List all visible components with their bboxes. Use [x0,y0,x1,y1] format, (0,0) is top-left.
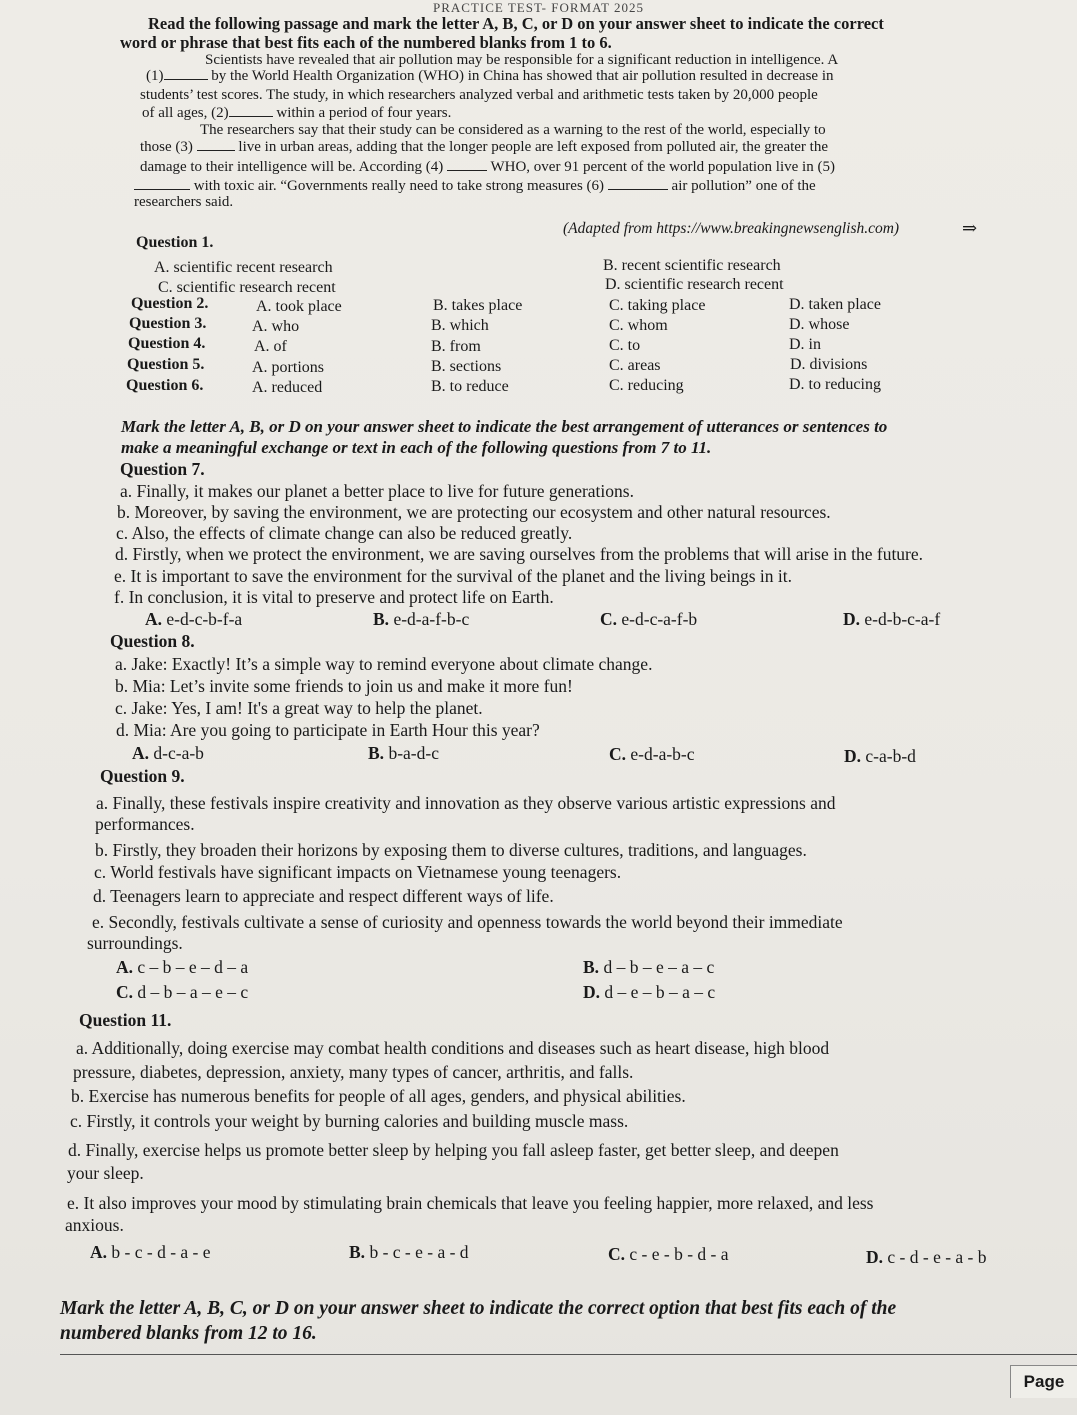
q11-option-d[interactable]: D. c - d - e - a - b [866,1247,987,1267]
q6-option-b[interactable]: B. to reduce [431,378,509,395]
q1-option-b[interactable]: B. recent scientific research [603,257,781,274]
q7-item: d. Firstly, when we protect the environment, we are saving ourselves from the problems that will arise in the future. [115,544,924,564]
q5-option-a[interactable]: A. portions [252,359,324,376]
passage-line: The researchers say that their study can be considered as a warning to the rest of the world, especially to [200,122,826,138]
q1-option-a[interactable]: A. scientific recent research [154,259,333,276]
question-2-label: Question 2. [131,295,209,312]
q11-item: c. Firstly, it controls your weight by burning calories and building muscle mass. [70,1111,629,1131]
q4-option-c[interactable]: C. to [609,337,641,354]
q3-option-b[interactable]: B. which [431,317,489,334]
passage-line: Scientists have revealed that air pollution may be responsible for a significant reduction in intelligence. A [205,52,839,68]
q11-option-b[interactable]: B. b - c - e - a - d [349,1242,469,1262]
passage-line: with toxic air. “Governments really need to take strong measures (6) air pollution” one of the [134,177,816,195]
question-8-label: Question 8. [110,631,195,651]
q2-option-a[interactable]: A. took place [256,298,342,315]
q9-item: d. Teenagers learn to appreciate and respect different ways of life. [93,886,554,906]
passage-source: (Adapted from https://www.breakingnewsenglish.com) [563,220,900,237]
q2-option-d[interactable]: D. taken place [789,296,881,313]
q9-item: surroundings. [87,933,183,953]
q3-option-d[interactable]: D. whose [789,316,850,333]
q8-option-d[interactable]: D. c-a-b-d [844,746,916,766]
q2-option-c[interactable]: C. taking place [609,297,706,314]
q9-option-b[interactable]: B. d – b – e – a – c [583,957,715,977]
q5-option-c[interactable]: C. areas [609,357,661,374]
q9-item: c. World festivals have significant impacts on Vietnamese young teenagers. [94,862,622,882]
q2-option-b[interactable]: B. takes place [433,297,523,314]
q3-option-a[interactable]: A. who [252,318,300,335]
q11-item: your sleep. [67,1163,144,1183]
q11-item: anxious. [65,1215,124,1235]
section3-instruction-line1: Mark the letter A, B, C, or D on your answer sheet to indicate the correct option that best fits each of the [60,1298,897,1319]
q8-option-a[interactable]: A. d-c-a-b [132,743,204,763]
q8-item: d. Mia: Are you going to participate in Earth Hour this year? [116,720,540,740]
page-header: PRACTICE TEST- FORMAT 2025 [432,0,645,15]
q1-option-d[interactable]: D. scientific research recent [605,276,784,293]
question-6-label: Question 6. [126,377,204,394]
section3-instruction-line2: numbered blanks from 12 to 16. [60,1323,317,1344]
q9-item: a. Finally, these festivals inspire creativity and innovation as they observe various artistic expressions and [96,793,836,813]
section1-instruction-line2: word or phrase that best fits each of the numbered blanks from 1 to 6. [120,33,612,52]
q9-item: e. Secondly, festivals cultivate a sense of curiosity and openness towards the world beyond their immediate [92,912,843,932]
q6-option-d[interactable]: D. to reducing [789,376,881,393]
q4-option-d[interactable]: D. in [789,336,821,353]
section2-instruction-line1: Mark the letter A, B, or D on your answer sheet to indicate the best arrangement of utterances or sentences to [121,417,888,436]
q11-item: b. Exercise has numerous benefits for people of all ages, genders, and physical abilities. [71,1086,686,1106]
section1-instruction-line1: Read the following passage and mark the letter A, B, C, or D on your answer sheet to indicate the correct [148,14,884,33]
q1-option-c[interactable]: C. scientific research recent [158,279,336,296]
arrow-icon: ⇒ [962,218,978,238]
q11-item: pressure, diabetes, depression, anxiety, many types of cancer, arthritis, and falls. [73,1062,634,1082]
q7-item: f. In conclusion, it is vital to preserve and protect life on Earth. [114,587,554,607]
passage-line: (1) by the World Health Organization (WHO) in China has showed that air pollution resulted in decrease in [146,68,834,84]
passage-line: damage to their intelligence will be. According (4) WHO, over 91 percent of the world population live in (5) [140,159,835,175]
q8-option-b[interactable]: B. b-a-d-c [368,743,439,763]
passage-line: those (3) live in urban areas, adding that the longer people are left exposed from polluted air, the greater the [140,139,828,155]
question-5-label: Question 5. [127,356,205,373]
q6-option-c[interactable]: C. reducing [609,377,684,394]
q7-option-a[interactable]: A. e-d-c-b-f-a [145,609,243,629]
question-9-label: Question 9. [100,766,185,786]
q9-option-a[interactable]: A. c – b – e – d – a [116,957,249,977]
q7-option-d[interactable]: D. e-d-b-c-a-f [843,609,941,629]
q7-item: e. It is important to save the environment for the survival of the planet and the living beings in it. [114,566,792,586]
passage-line: researchers said. [134,194,234,210]
passage-line: of all ages, (2) within a period of four years. [142,105,452,121]
q4-option-b[interactable]: B. from [431,338,481,355]
q11-option-c[interactable]: C. c - e - b - d - a [608,1244,729,1264]
q11-item: d. Finally, exercise helps us promote better sleep by helping you fall asleep faster, get better sleep, and deepen [68,1140,839,1160]
q5-option-b[interactable]: B. sections [431,358,502,375]
question-3-label: Question 3. [129,315,207,332]
q6-option-a[interactable]: A. reduced [252,379,323,396]
q5-option-d[interactable]: D. divisions [790,356,868,373]
question-7-label: Question 7. [120,459,205,479]
page-divider [60,1354,1077,1355]
question-4-label: Question 4. [128,335,206,352]
q9-option-d[interactable]: D. d – e – b – a – c [583,982,716,1002]
q9-option-c[interactable]: C. d – b – a – e – c [116,982,249,1002]
passage-line: students’ test scores. The study, in which researchers analyzed verbal and arithmetic tests taken by 20,000 people [140,87,818,103]
q11-option-a[interactable]: A. b - c - d - a - e [90,1242,211,1262]
question-1-label: Question 1. [136,234,214,251]
q7-item: b. Moreover, by saving the environment, we are protecting our ecosystem and other natural resources. [117,502,831,522]
q7-item: c. Also, the effects of climate change can also be reduced greatly. [116,523,573,543]
q4-option-a[interactable]: A. of [254,338,287,355]
q11-item: e. It also improves your mood by stimulating brain chemicals that leave you feeling happier, more relaxed, and less [67,1193,874,1213]
q8-item: b. Mia: Let’s invite some friends to join us and make it more fun! [115,676,573,696]
q8-option-c[interactable]: C. e-d-a-b-c [609,744,695,764]
page-number-box: Page [1010,1365,1077,1398]
q9-item: performances. [95,814,195,834]
question-11-label: Question 11. [79,1010,172,1030]
q8-item: c. Jake: Yes, I am! It's a great way to help the planet. [115,698,483,718]
q3-option-c[interactable]: C. whom [609,317,668,334]
q9-item: b. Firstly, they broaden their horizons by exposing them to diverse cultures, traditions, and languages. [95,840,807,860]
section2-instruction-line2: make a meaningful exchange or text in each of the following questions from 7 to 11. [121,438,712,457]
q7-option-b[interactable]: B. e-d-a-f-b-c [373,609,470,629]
q11-item: a. Additionally, doing exercise may combat health conditions and diseases such as heart disease, high blood [76,1038,830,1058]
q7-item: a. Finally, it makes our planet a better place to live for future generations. [120,481,634,501]
q7-option-c[interactable]: C. e-d-c-a-f-b [600,609,698,629]
q8-item: a. Jake: Exactly! It’s a simple way to remind everyone about climate change. [115,654,653,674]
